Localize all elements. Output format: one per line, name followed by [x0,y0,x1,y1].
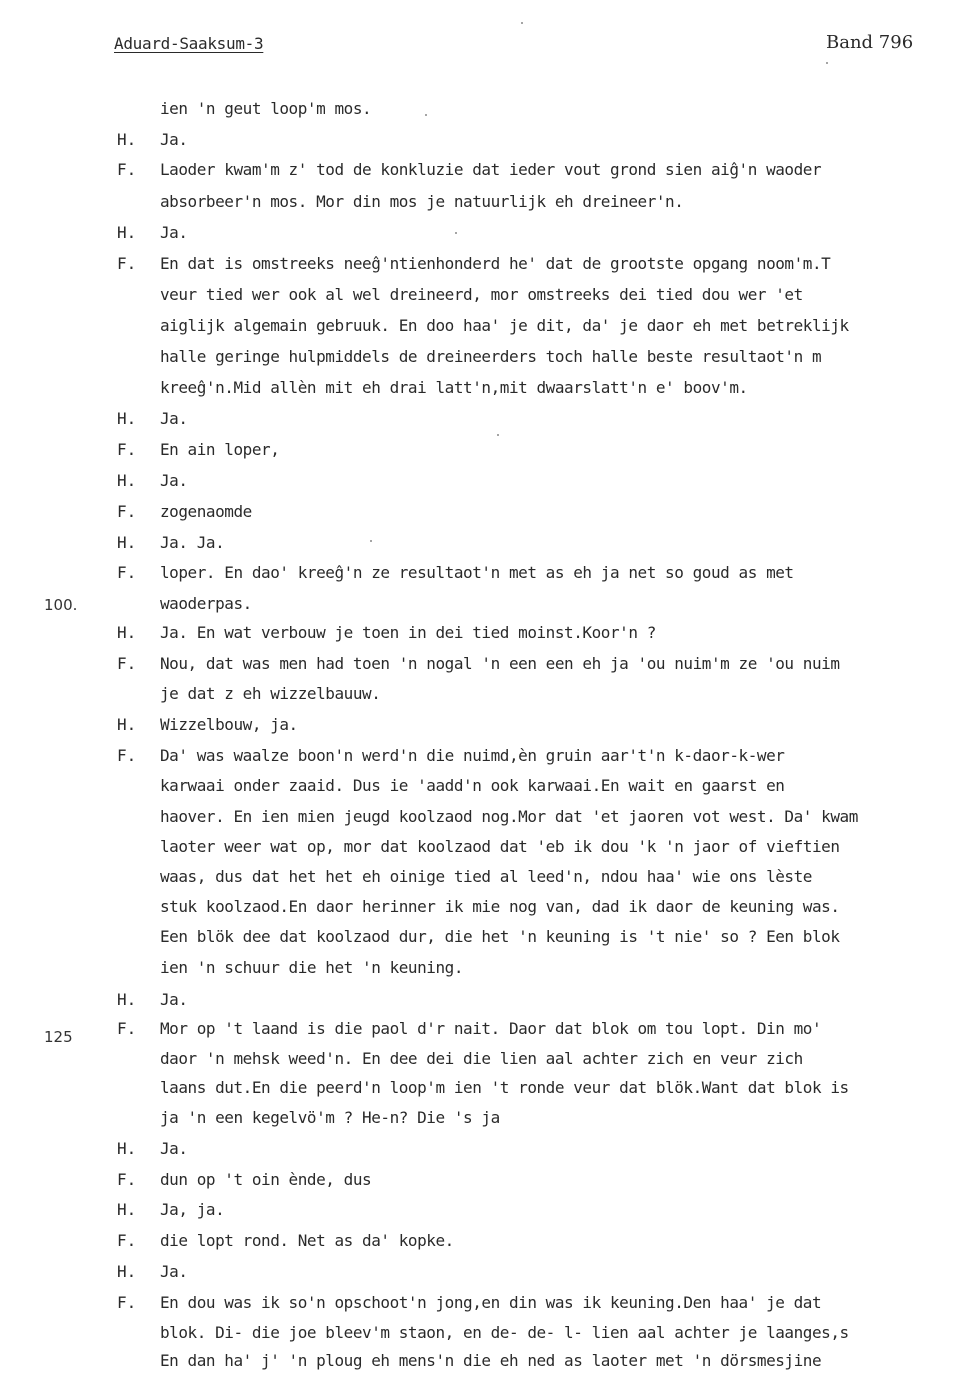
line-text: Mor op 't laand is die paol d'r nait. Daor dat blok om tou lopt. Din mo' [160,1019,822,1038]
speaker-label: H. [117,533,137,552]
transcript-line [0,280,973,310]
transcript-line [0,892,973,922]
transcript-line [0,94,973,124]
scan-speck [425,114,427,116]
line-text: Wizzelbouw, ja. [160,715,298,734]
transcript-line [0,1044,973,1074]
transcript-line [0,741,973,771]
speaker-label: H. [117,130,137,149]
scan-speck [521,22,523,24]
speaker-label: H. [117,1262,137,1281]
transcript-line [0,1073,973,1103]
transcript-line [0,404,973,434]
line-text: ien 'n schuur die het 'n keuning. [160,958,464,977]
transcript-line [0,435,973,465]
transcript-line [0,1134,973,1164]
transcript-line [0,1318,973,1348]
speaker-label: F. [117,563,137,582]
speaker-label: F. [117,654,137,673]
transcript-line [0,1257,973,1287]
transcript-line [0,1346,973,1376]
line-text: veur tied wer ook al wel dreineerd, mor omstreeks dei tied dou wer 'et [160,285,803,304]
speaker-label: H. [117,409,137,428]
transcript-line [0,1014,973,1044]
transcript-line [0,218,973,248]
line-text: Een blök dee dat koolzaod dur, die het 'n keuning is 't nie' so ? Een blok [160,927,840,946]
speaker-label: F. [117,440,137,459]
transcript-line [0,1195,973,1225]
line-text: waas, dus dat het het eh oinige tied al leed'n, ndou haa' wie ons lèste [160,867,812,886]
transcript-line [0,953,973,983]
speaker-label: H. [117,1139,137,1158]
transcript-line [0,311,973,341]
line-text: Ja. [160,990,188,1009]
line-text: Ja. En wat verbouw je toen in dei tied moinst.Koor'n ? [160,623,656,642]
transcript-line [0,1288,973,1318]
line-text: zogenaomde [160,502,252,521]
speaker-label: F. [117,1019,137,1038]
line-text: laans dut.En die peerd'n loop'm ien 't ronde veur dat blök.Want dat blok is [160,1078,849,1097]
speaker-label: F. [117,1293,137,1312]
transcript-line [0,679,973,709]
line-text: dun op 't oin ènde, dus [160,1170,372,1189]
volume-label: Band 796 [826,32,914,53]
line-text: Ja, ja. [160,1200,225,1219]
line-text: loper. En dao' kreeĝ'n ze resultaot'n met as eh ja net so goud as met [160,563,794,582]
line-text: Laoder kwam'm z' tod de konkluzie dat ieder vout grond sien aiĝ'n waoder [160,160,822,179]
transcript-line [0,187,973,217]
transcript-line [0,528,973,558]
speaker-label: F. [117,160,137,179]
speaker-label: F. [117,1231,137,1250]
line-text: je dat z eh wizzelbauuw. [160,684,381,703]
speaker-label: H. [117,715,137,734]
line-text: kreeĝ'n.Mid allèn mit eh drai latt'n,mit dwaarslatt'n e' boov'm. [160,378,748,397]
transcript-line [0,1103,973,1133]
line-text: ien 'n geut loop'm mos. [160,99,372,118]
line-text: Ja. [160,1139,188,1158]
line-text: En dat is omstreeks neeĝ'ntienhonderd he' dat de grootste opgang noom'm.T [160,254,831,273]
line-text: En dou was ik so'n opschoot'n jong,en din was ik keuning.Den haa' je dat [160,1293,822,1312]
line-text: laoter weer wat op, mor dat koolzaod dat 'eb ik dou 'k 'n jaor of vieftien [160,837,840,856]
speaker-label: H. [117,471,137,490]
line-text: Ja. [160,409,188,428]
transcript-line [0,771,973,801]
transcript-line [0,832,973,862]
line-text: Ja. [160,130,188,149]
line-text: waoderpas. [160,594,252,613]
line-text: absorbeer'n mos. Mor din mos je natuurlijk eh dreineer'n. [160,192,684,211]
line-text: ja 'n een kegelvö'm ? He-n? Die 's ja [160,1108,500,1127]
transcript-line [0,710,973,740]
margin-line-number: 100. [44,596,78,614]
line-text: aiglijk algemain gebruuk. En doo haa' je dit, da' je daor eh met betreklijk [160,316,849,335]
transcript-line [0,649,973,679]
line-text: Nou, dat was men had toen 'n nogal 'n een een eh ja 'ou nuim'm ze 'ou nuim [160,654,840,673]
transcript-line [0,618,973,648]
transcript-line [0,862,973,892]
scan-speck [370,540,372,542]
transcript-line [0,1165,973,1195]
line-text: die lopt rond. Net as da' kopke. [160,1231,454,1250]
transcript-line [0,589,973,619]
scan-speck [455,232,457,234]
transcript-line [0,558,973,588]
transcript-line [0,466,973,496]
line-text: Da' was waalze boon'n werd'n die nuimd,èn gruin aar't'n k-daor-k-wer [160,746,785,765]
document-title: Aduard-Saaksum-3 [114,34,264,53]
transcript-line [0,497,973,527]
line-text: stuk koolzaod.En daor herinner ik mie nog van, dad ik daor de keuning was. [160,897,840,916]
speaker-label: H. [117,223,137,242]
line-text: halle geringe hulpmiddels de dreineerders toch halle beste resultaot'n m [160,347,822,366]
speaker-label: H. [117,990,137,1009]
speaker-label: F. [117,254,137,273]
line-text: Ja. [160,223,188,242]
speaker-label: F. [117,502,137,521]
transcript-line [0,802,973,832]
speaker-label: F. [117,1170,137,1189]
transcript-line [0,249,973,279]
transcript-line [0,373,973,403]
transcript-line [0,125,973,155]
line-text: En dan ha' j' 'n ploug eh mens'n die eh ned as laoter met 'n dörsmesjine [160,1351,822,1370]
scan-speck [826,62,828,64]
line-text: karwaai onder zaaid. Dus ie 'aadd'n ook karwaai.En wait en gaarst en [160,776,785,795]
line-text: Ja. [160,471,188,490]
line-text: daor 'n mehsk weed'n. En dee dei die lien aal achter zich en veur zich [160,1049,803,1068]
transcript-line [0,922,973,952]
speaker-label: H. [117,623,137,642]
scan-speck [497,434,499,436]
line-text: haover. En ien mien jeugd koolzaod nog.Mor dat 'et jaoren vot west. Da' kwam [160,807,858,826]
line-text: Ja. [160,1262,188,1281]
speaker-label: H. [117,1200,137,1219]
speaker-label: F. [117,746,137,765]
line-text: blok. Di- die joe bleev'm staon, en de- de- l- lien aal achter je laanges,s [160,1323,849,1342]
transcript-line [0,155,973,185]
line-text: Ja. Ja. [160,533,225,552]
line-text: En ain loper, [160,440,280,459]
transcript-line [0,1226,973,1256]
transcript-line [0,985,973,1015]
transcript-line [0,342,973,372]
margin-line-number: 125 [44,1028,73,1046]
